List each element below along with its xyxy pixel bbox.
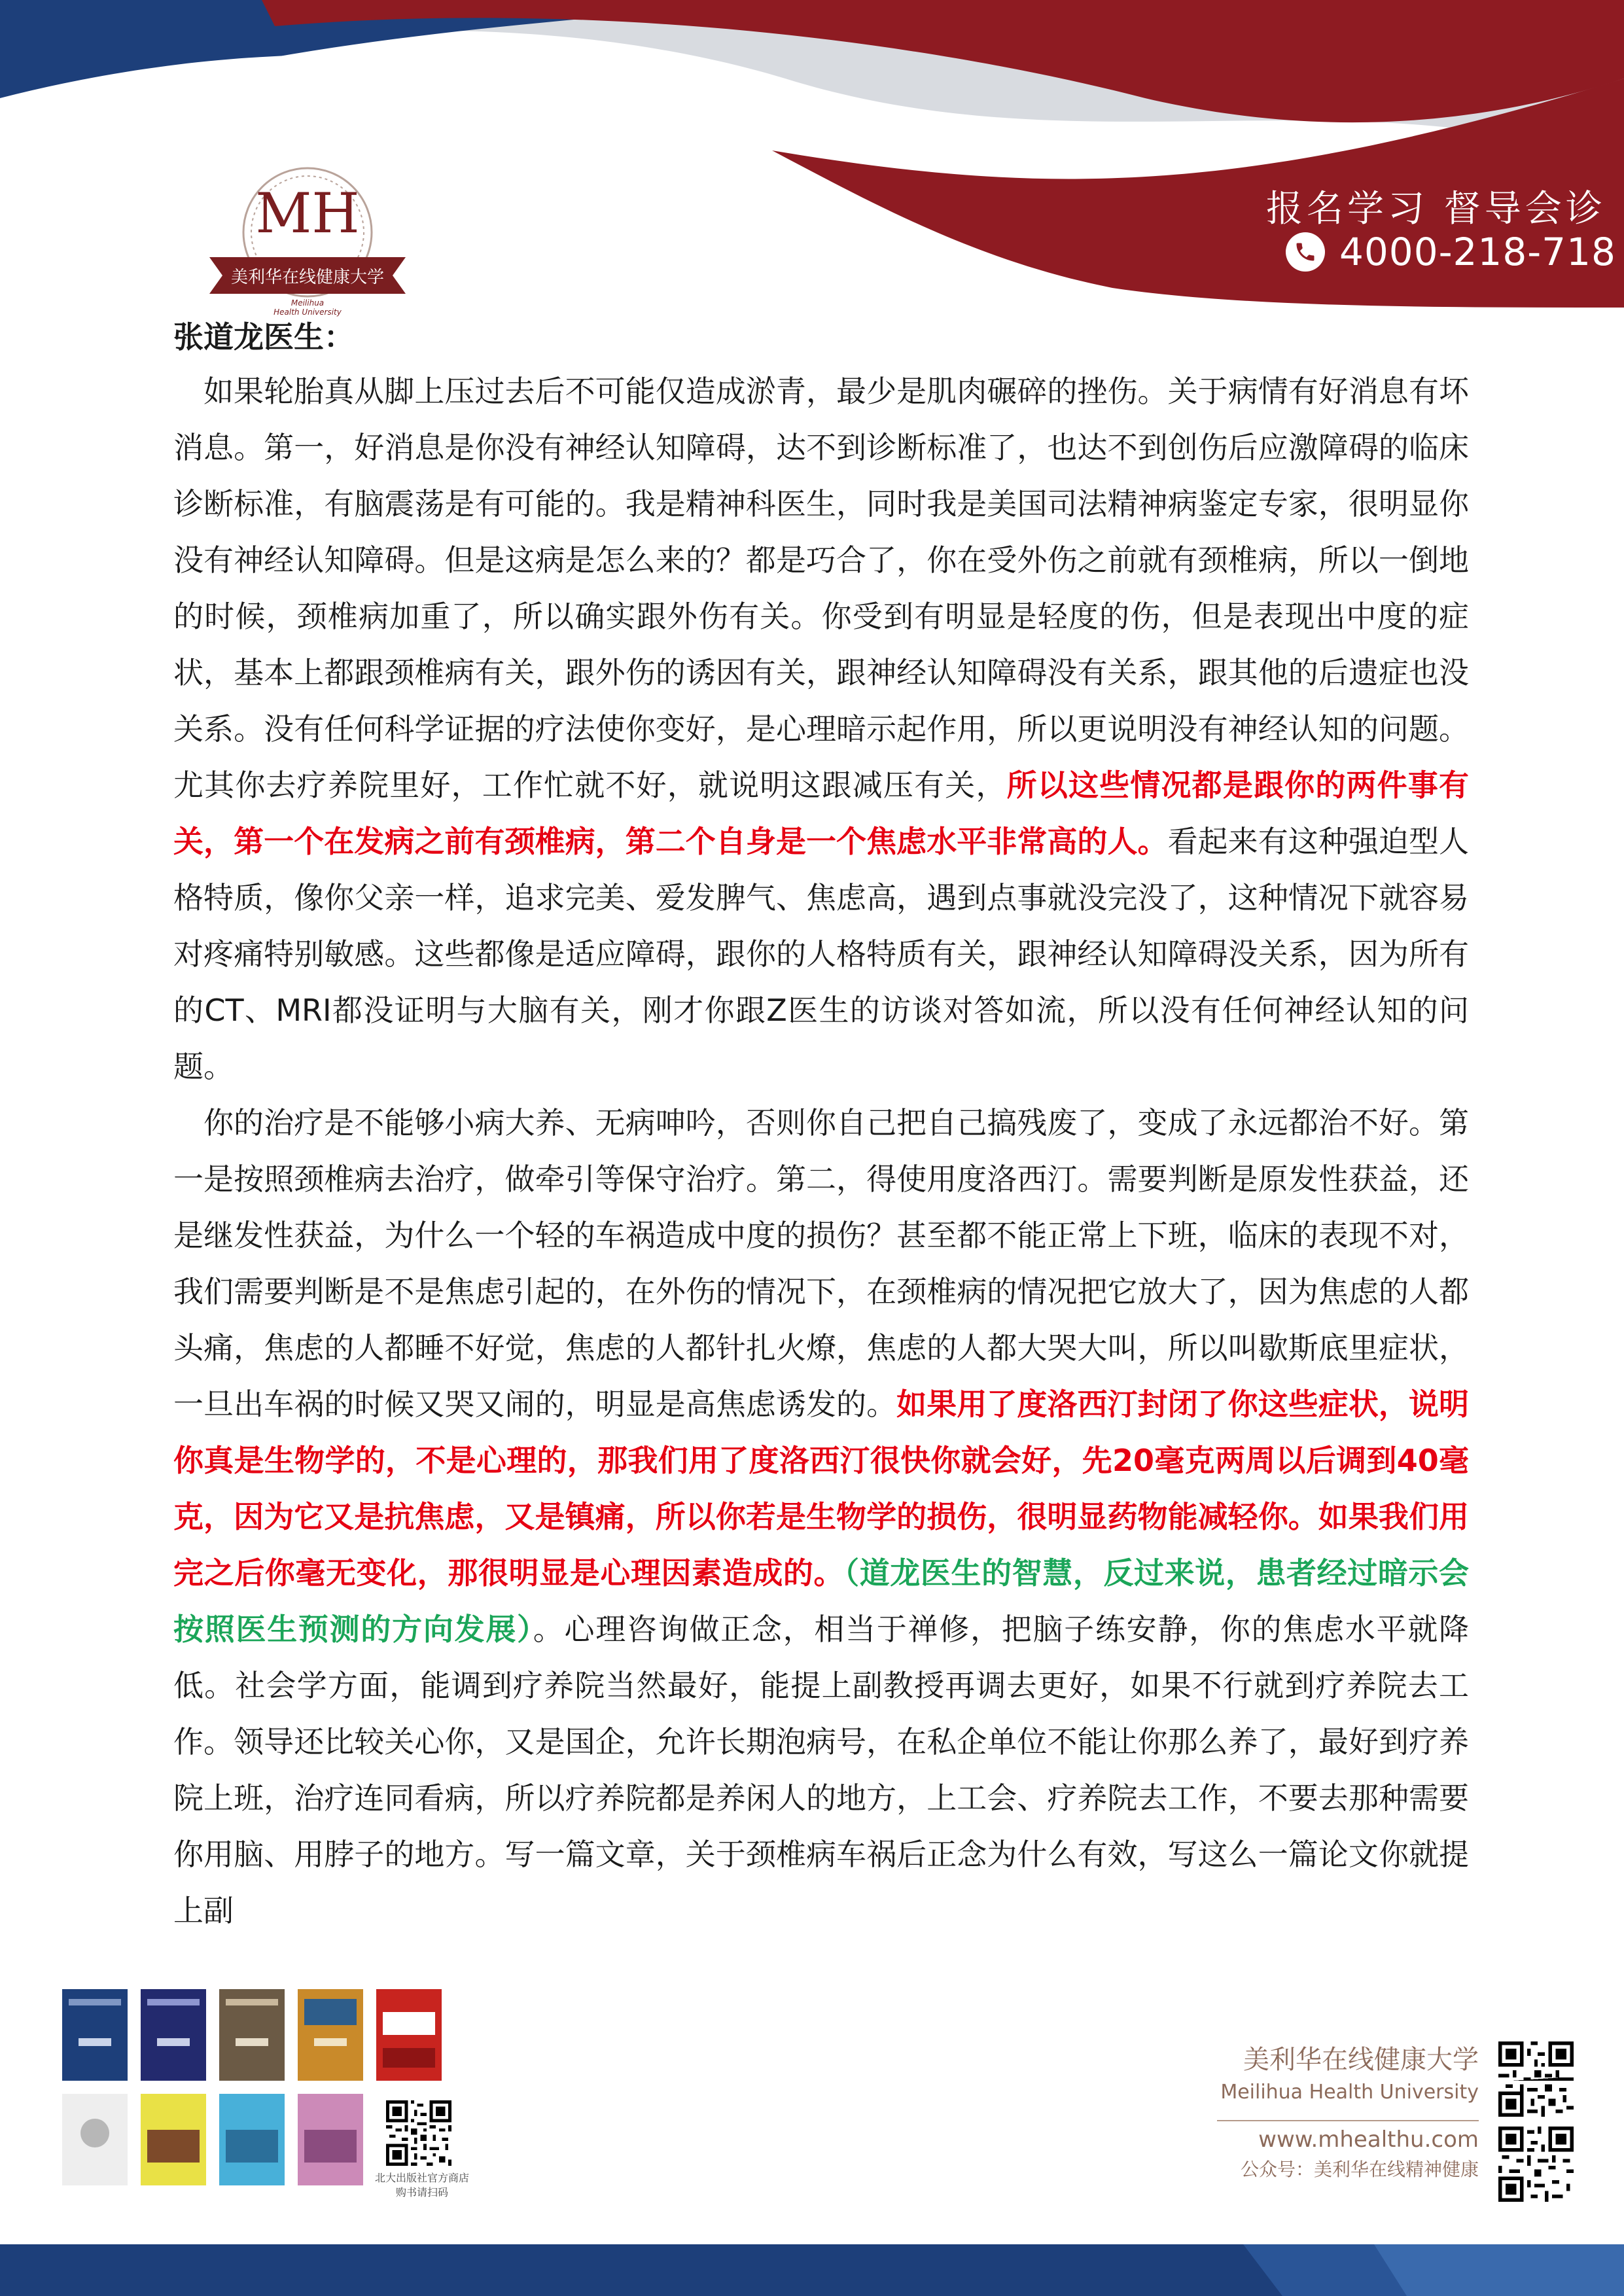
- paragraph-2-annotation: （道龙医生的智慧，反过来说，患者经过暗示会按照医生预测的方向发展）: [173, 1555, 1470, 1647]
- paragraph-2-text-a: 你的治疗是不能够小病大养、无病呻吟，否则你自己把自己搞残废了，变成了永远都治不好。第一是按照颈椎病去治疗，做牵引等保守治疗。第二，得使用度洛西汀。需要判断是原发性获益，还是继发性获益，为什么一个轻的车祸造成中度的损伤？甚至都不能正常上下班，临床的表现不对，我们需要判断是不是焦虑引起的，在外伤的情况下，在颈椎病的情况把它放大了，因为焦虑的人都头痛，焦虑的人都睡不好觉，焦虑的人都针扎火燎，焦虑的人都大哭大叫，所以叫歇斯底里症状，一旦出车祸的时候又哭又闹的，明显是高焦虑诱发的。: [173, 1105, 1469, 1422]
- university-qr-code-1[interactable]: [1498, 2041, 1574, 2117]
- footer-divider: [1217, 2120, 1479, 2121]
- book-cover-1: [62, 1989, 128, 2081]
- footer-university-cn: 美利华在线健康大学: [1243, 2045, 1479, 2075]
- qr-caption: [366, 2171, 478, 2200]
- book-cover-7: [141, 2094, 206, 2185]
- book-cover-8: [219, 2094, 285, 2185]
- footer-band: [0, 2244, 1624, 2296]
- university-qr-code-2[interactable]: [1498, 2127, 1574, 2202]
- book-cover-4: [298, 1989, 363, 2081]
- qr-caption-line-1: 北大出版社官方商店: [374, 2172, 469, 2184]
- book-cover-5: [376, 1989, 442, 2081]
- svg-text:Health University: Health University: [274, 308, 342, 317]
- qr-caption-line-2: 购书请扫码: [395, 2186, 448, 2199]
- book-cover-9: [298, 2094, 363, 2185]
- paragraph-2: [173, 1095, 1469, 1939]
- footer-website[interactable]: www.mhealthu.com: [1258, 2127, 1479, 2153]
- doctor-heading: 张道龙医生：: [173, 319, 354, 355]
- document-body: [173, 311, 1469, 1939]
- book-cover-2: [141, 1989, 206, 2081]
- paragraph-1-text-a: 如果轮胎真从脚上压过去后不可能仅造成淤青，最少是肌肉碾碎的挫伤。关于病情有好消息有坏消息。第一，好消息是你没有神经认知障碍，达不到诊断标准了，也达不到创伤后应激障碍的临床诊断标准，有脑震荡是有可能的。我是精神科医生，同时我是美国司法精神病鉴定专家，很明显你没有神经认知障碍。但是这病是怎么来的？都是巧合了，你在受外伤之前就有颈椎病，所以一倒地的时候，颈椎病加重了，所以确实跟外伤有关。你受到有明显是轻度的伤，但是表现出中度的症状，基本上都跟颈椎病有关，跟外伤的诱因有关，跟神经认知障碍没有关系，跟其他的后遗症也没关系。没有任何科学证据的疗法使你变好，是心理暗示起作用，所以更说明没有神经认知的问题。尤其你去疗养院里好，工作忙就不好，就说明这跟减压有关，: [173, 374, 1469, 803]
- footer-wechat: 公众号：美利华在线精神健康: [1240, 2159, 1479, 2180]
- footer-info: [1217, 2041, 1479, 2183]
- paragraph-1-text-b: 看起来有这种强迫型人格特质，像你父亲一样，追求完美、爱发脾气、焦虑高，遇到点事就没完没了，这种情况下就容易对疼痛特别敏感。这些都像是适应障碍，跟你的人格特质有关，跟神经认知障碍没关系，因为所有的CT、MRI都没证明与大脑有关，刚才你跟Z医生的访谈对答如流，所以没有任何神经认知的问题。: [173, 824, 1470, 1084]
- bookstore-qr-code[interactable]: [386, 2100, 451, 2166]
- hotline-number: 4000-218-718: [1339, 230, 1616, 274]
- hotline: [1286, 229, 1616, 275]
- book-cover-3: [219, 1989, 285, 2081]
- paragraph-1-emphasis: 所以这些情况都是跟你的两件事有关，第一个在发病之前有颈椎病，第二个自身是一个焦虑水平非常高的人。: [173, 768, 1470, 859]
- phone-icon: [1286, 232, 1325, 272]
- svg-text:MH: MH: [255, 181, 360, 245]
- footer-university-en: Meilihua Health University: [1220, 2081, 1479, 2104]
- svg-text:Meilihua: Meilihua: [291, 298, 325, 308]
- paragraph-1: [173, 363, 1469, 1095]
- paragraph-2-emphasis: 如果用了度洛西汀封闭了你这些症状，说明你真是生物学的，不是心理的，那我们用了度洛西汀很快你就会好，先20毫克两周以后调到40毫克，因为它又是抗焦虑，又是镇痛，所以你若是生物学的损伤，很明显药物能减轻你。如果我们用完之后你毫无变化，那很明显是心理因素造成的。: [173, 1386, 1470, 1591]
- university-logo: [196, 160, 419, 317]
- svg-text:美利华在线健康大学: 美利华在线健康大学: [230, 268, 385, 287]
- header-slogan: 报名学习 督导会诊: [1266, 188, 1606, 230]
- book-cover-6: [62, 2094, 128, 2185]
- paragraph-2-text-b: 。心理咨询做正念，相当于禅修，把脑子练安静，你的焦虑水平就降低。社会学方面，能调到疗养院当然最好，能提上副教授再调去更好，如果不行就到疗养院去工作。领导还比较关心你，又是国企，允许长期泡病号，在私企单位不能让你那么养了，最好到疗养院上班，治疗连同看病，所以疗养院都是养闲人的地方，上工会、疗养院去工作，不要去那种需要你用脑、用脖子的地方。写一篇文章，关于颈椎病车祸后正念为什么有效，写这么一篇论文你就提上副: [173, 1612, 1470, 1928]
